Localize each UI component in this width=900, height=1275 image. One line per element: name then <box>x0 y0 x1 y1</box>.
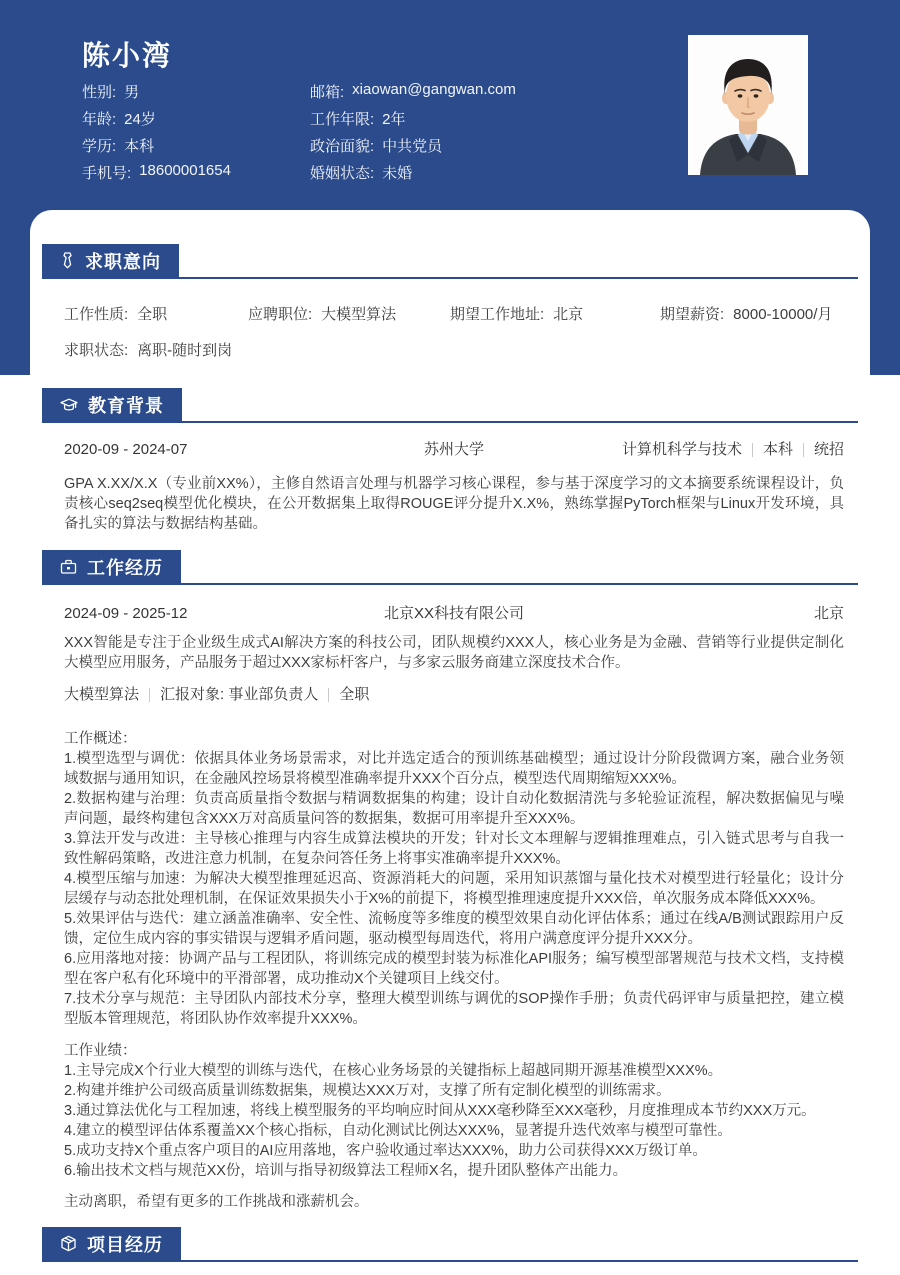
tie-icon <box>60 252 75 269</box>
field-target-location: 期望工作地址: 北京 <box>450 306 584 323</box>
candidate-name: 陈小湾 <box>82 40 173 71</box>
position-report-to: 汇报对象: 事业部负责人 <box>160 686 319 703</box>
position-meta <box>64 685 844 705</box>
section-title: 求职意向 <box>85 251 161 272</box>
education-period: 2020-09 - 2024-07 <box>64 441 188 458</box>
work-achievement-item: 3.通过算法优化与工程加速，将线上模型服务的平均响应时间从XXX毫秒降至XXX毫秒，月度推理成本节约XXX万元。 <box>64 1103 816 1119</box>
graduation-cap-icon <box>60 397 78 413</box>
job-intent-row-2 <box>64 341 844 361</box>
work-achievement-item: 6.输出技术文档与规范XX份，培训与指导初级算法工程师X名，提升团队整体产出能力。 <box>64 1163 628 1179</box>
section-rule-education <box>42 388 858 423</box>
education-meta <box>584 440 844 460</box>
work-achievements-label: 工作业绩： <box>64 1043 137 1059</box>
work-overview <box>64 729 844 1029</box>
education-enrollment-type: 统招 <box>813 441 844 458</box>
section-badge-project <box>42 1227 181 1260</box>
work-overview-item: 3.算法开发与改进：主导核心推理与内容生成算法模块的开发；针对长文本理解与逻辑推理难点，引入链式思考与自我一致性解码策略，改进注意力机制，在复杂问答任务上将事实准确率提升XXX%。 <box>64 831 844 867</box>
section-title: 工作经历 <box>87 557 163 578</box>
work-achievements <box>64 1041 844 1181</box>
field-target-position: 应聘职位: 大模型算法 <box>248 306 397 323</box>
field-age: 年龄: 24岁 <box>82 111 156 128</box>
resume-card <box>30 210 870 1275</box>
work-overview-item: 2.数据构建与治理：负责高质量指令数据与精调数据集的构建；设计自动化数据清洗与多轮验证流程，解决数据偏见与噪声问题，最终构建包含XXX万对高质量问答的数据集，数据可用率提升至XXX%。 <box>64 791 844 827</box>
work-period: 2024-09 - 2025-12 <box>64 605 188 622</box>
field-work-years: 工作年限: 2年 <box>310 111 406 128</box>
work-achievement-item: 2.构建并维护公司级高质量训练数据集，规模达XXX万对，支撑了所有定制化模型的训练需求。 <box>64 1083 671 1099</box>
field-phone: 手机号: 18600001654 <box>82 162 231 182</box>
package-icon <box>60 1235 77 1252</box>
field-job-status: 求职状态: 离职-随时到岗 <box>64 342 233 359</box>
section-badge-work <box>42 550 181 583</box>
position-title: 大模型算法 <box>64 686 140 703</box>
position-type: 全职 <box>339 686 370 703</box>
work-location: 北京 <box>813 605 844 622</box>
field-expected-salary: 期望薪资: 8000-10000/月 <box>660 306 833 323</box>
header-fields <box>82 78 642 186</box>
education-description: GPA X.XX/X.X（专业前XX%），主修自然语言处理与机器学习核心课程，参与基于深度学习的文本摘要系统课程设计，负责核心seq2seq模型优化模块，在公开数据集上取得ROUGE评分提升X.X%，熟练掌握PyTorch框架与Linux开发环境，具备扎实的算法与数据结构基础。 <box>64 476 844 532</box>
section-rule-work <box>42 550 858 585</box>
section-title: 教育背景 <box>88 395 164 416</box>
id-photo <box>688 35 808 175</box>
work-overview-item: 6.应用落地对接：协调产品与工程团队，将训练完成的模型封装为标准化API服务；编写模型部署规范与技术文档，支持模型在客户私有化环境中的平滑部署，成功推动X个关键项目上线交付。 <box>64 951 844 987</box>
field-job-nature: 工作性质: 全职 <box>64 306 168 323</box>
work-row <box>64 604 844 624</box>
education-degree: 本科 <box>762 441 793 458</box>
education-school: 苏州大学 <box>423 441 484 458</box>
header <box>82 40 172 72</box>
field-political-status: 政治面貌: 中共党员 <box>310 138 443 155</box>
work-overview-label: 工作概述： <box>64 731 137 747</box>
job-intent-row-1 <box>64 305 844 325</box>
divider <box>752 443 753 457</box>
divider <box>328 688 329 702</box>
divider <box>803 443 804 457</box>
education-row <box>64 440 844 460</box>
company-intro: XXX智能是专注于企业级生成式AI解决方案的科技公司，团队规模约XXX人，核心业务是为金融、营销等行业提供定制化大模型应用服务，产品服务于超过XXX家标杆客户，与多家云服务商建立深度技术合作。 <box>64 635 844 671</box>
education-major: 计算机科学与技术 <box>621 441 742 458</box>
section-rule-job-intent <box>42 244 858 279</box>
leaving-reason: 主动离职，希望有更多的工作挑战和涨薪机会。 <box>64 1194 369 1210</box>
work-overview-item: 4.模型压缩与加速：为解决大模型推理延迟高、资源消耗大的问题，采用知识蒸馏与量化技术对模型进行轻量化；设计分层缓存与动态批处理机制，在保证效果损失小于X%的前提下，将模型推理速度提升XXX倍，单次服务成本降低XXX%。 <box>64 871 844 907</box>
portrait-illustration <box>688 35 808 175</box>
divider <box>149 688 150 702</box>
section-title: 项目经历 <box>87 1234 163 1255</box>
briefcase-icon <box>60 559 77 575</box>
work-achievement-item: 5.成功支持X个重点客户项目的AI应用落地，客户验收通过率达XXX%，助力公司获得XXX万级订单。 <box>64 1143 707 1159</box>
work-overview-item: 1.模型选型与调优：依据具体业务场景需求，对比并选定适合的预训练基础模型；通过设计分阶段微调方案，融合业务领域数据与通用知识，在金融风控场景将模型准确率提升XXX个百分点，模型迭代周期缩短XXX%。 <box>64 751 844 787</box>
section-badge-education <box>42 388 182 421</box>
work-company: 北京XX科技有限公司 <box>383 605 524 622</box>
work-overview-item: 7.技术分享与规范：主导团队内部技术分享，整理大模型训练与调优的SOP操作手册；负责代码评审与质量把控，建立模型版本管理规范，将团队协作效率提升XXX%。 <box>64 991 844 1027</box>
field-degree: 学历: 本科 <box>82 138 155 155</box>
section-rule-project <box>42 1227 858 1262</box>
work-achievement-item: 1.主导完成X个行业大模型的训练与迭代，在核心业务场景的关键指标上超越同期开源基准模型XXX%。 <box>64 1063 723 1079</box>
work-achievement-item: 4.建立的模型评估体系覆盖XX个核心指标，自动化测试比例达XXX%，显著提升迭代效率与模型可靠性。 <box>64 1123 732 1139</box>
field-marital-status: 婚姻状态: 未婚 <box>310 165 413 182</box>
work-overview-item: 5.效果评估与迭代：建立涵盖准确率、安全性、流畅度等多维度的模型效果自动化评估体系；通过在线A/B测试跟踪用户反馈，定位生成内容的事实错误与逻辑矛盾问题，驱动模型每周迭代，将用户满意度评分提升XXX分。 <box>64 911 844 947</box>
field-email: 邮箱: xiaowan@gangwan.com <box>310 81 516 101</box>
section-badge-job-intent <box>42 244 179 277</box>
field-gender: 性别: 男 <box>82 84 140 101</box>
